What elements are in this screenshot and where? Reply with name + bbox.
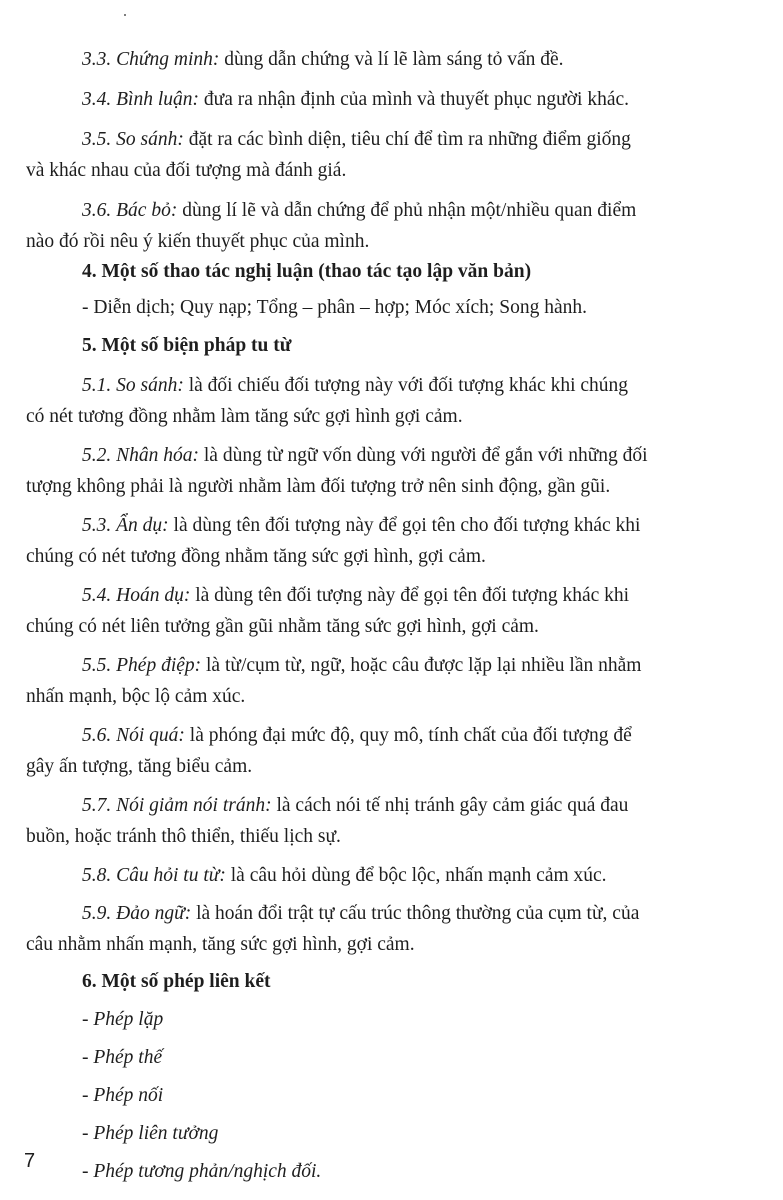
section-5-heading: 5. Một số biện pháp tu từ: [82, 335, 292, 356]
list-item: - Phép thế: [82, 1047, 163, 1068]
item-5-9: 5.9. Đảo ngữ: là hoán đổi trật tự cấu trúc thông thường của cụm từ, của câu nhằm nhấn mạnh, tăng sức gợi hình, gợi cảm.: [26, 903, 640, 955]
item-label: 5.5. Phép điệp:: [82, 655, 202, 676]
item-label: 5.3. Ẩn dụ:: [82, 515, 169, 536]
item-label: 5.4. Hoán dụ:: [82, 585, 191, 606]
list-item: - Phép liên tưởng: [82, 1123, 219, 1144]
item-5-3: 5.3. Ẩn dụ: là dùng tên đối tượng này để gọi tên cho đối tượng khác khi chúng có nét tương đồng nhằm tăng sức gợi hình, gợi cảm.: [26, 515, 641, 567]
list-item: - Phép lặp: [82, 1009, 164, 1030]
item-3-4: 3.4. Bình luận: đưa ra nhận định của mình và thuyết phục người khác.: [82, 89, 629, 110]
scan-dot: [124, 14, 126, 16]
section-4-heading: 4. Một số thao tác nghị luận (thao tác tạo lập văn bản): [82, 261, 532, 282]
page-number: 7: [24, 1150, 36, 1172]
item-label: 5.2. Nhân hóa:: [82, 445, 199, 466]
item-label: 5.6. Nói quá:: [82, 725, 185, 746]
list-item: - Phép tương phản/nghịch đối.: [82, 1161, 322, 1182]
item-5-5: 5.5. Phép điệp: là từ/cụm từ, ngữ, hoặc câu được lặp lại nhiều lần nhằm nhấn mạnh, bộc lộ cảm xúc.: [26, 655, 642, 707]
section-6-heading: 6. Một số phép liên kết: [82, 971, 271, 992]
item-3-5: 3.5. So sánh: đặt ra các bình diện, tiêu chí để tìm ra những điểm giống và khác nhau của đối tượng mà đánh giá.: [26, 129, 631, 181]
item-label: 3.6. Bác bỏ:: [82, 200, 178, 221]
list-item: - Phép nối: [82, 1085, 164, 1106]
item-label: 3.3. Chứng minh:: [82, 49, 220, 70]
item-label: 5.7. Nói giảm nói tránh:: [82, 795, 272, 816]
item-label: 5.1. So sánh:: [82, 375, 184, 396]
item-5-2: 5.2. Nhân hóa: là dùng từ ngữ vốn dùng với người để gắn với những đối tượng không phải là người nhằm làm đối tượng trở nên sinh động, gần gũi.: [26, 445, 648, 497]
item-5-1: 5.1. So sánh: là đối chiếu đối tượng này với đối tượng khác khi chúng có nét tương đồng nhằm làm tăng sức gợi hình gợi cảm.: [26, 375, 629, 427]
item-5-7: 5.7. Nói giảm nói tránh: là cách nói tế nhị tránh gây cảm giác quá đau buồn, hoặc tránh thô thiển, thiếu lịch sự.: [26, 795, 629, 847]
item-label: 3.4. Bình luận:: [82, 89, 199, 110]
item-5-4: 5.4. Hoán dụ: là dùng tên đối tượng này để gọi tên đối tượng khác khi chúng có nét liên tưởng gần gũi nhằm tăng sức gợi hình, gợi cảm.: [26, 585, 630, 637]
item-label: 3.5. So sánh:: [82, 129, 184, 150]
item-5-6: 5.6. Nói quá: là phóng đại mức độ, quy mô, tính chất của đối tượng để gây ấn tượng, tăng biểu cảm.: [26, 725, 632, 777]
item-label: 5.9. Đảo ngữ:: [82, 903, 192, 924]
item-3-3: 3.3. Chứng minh: dùng dẫn chứng và lí lẽ làm sáng tỏ vấn đề.: [82, 49, 564, 70]
item-5-8: 5.8. Câu hỏi tu từ: là câu hỏi dùng để bộc lộc, nhấn mạnh cảm xúc.: [82, 865, 607, 886]
item-3-6: 3.6. Bác bỏ: dùng lí lẽ và dẫn chứng để phủ nhận một/nhiều quan điểm nào đó rồi nêu ý kiến thuyết phục của mình.: [26, 200, 637, 252]
item-label: 5.8. Câu hỏi tu từ:: [82, 865, 226, 886]
section-4-text: - Diễn dịch; Quy nạp; Tổng – phân – hợp; Móc xích; Song hành.: [82, 297, 587, 318]
